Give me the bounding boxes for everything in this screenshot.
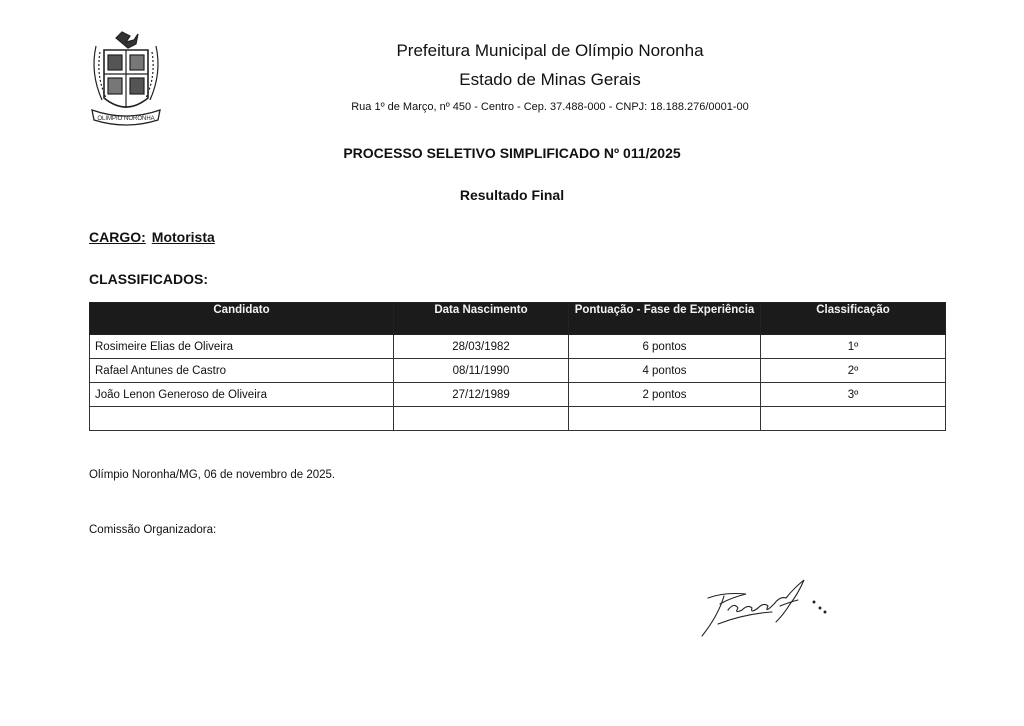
state-title: Estado de Minas Gerais <box>459 70 641 89</box>
cell-birthdate: 28/03/1982 <box>394 335 569 359</box>
cargo-value: Motorista <box>151 229 215 245</box>
col-header-rank: Classificação <box>761 303 946 335</box>
cargo-label: CARGO: <box>89 229 146 245</box>
svg-text:OLIMPIO NORONHA: OLIMPIO NORONHA <box>97 116 155 122</box>
cell-rank: 3º <box>761 383 946 407</box>
cell-rank: 1º <box>761 335 946 359</box>
cell-score: 4 pontos <box>569 359 761 383</box>
cell-rank <box>761 407 946 431</box>
cell-rank: 2º <box>761 359 946 383</box>
col-header-score: Pontuação - Fase de Experiência <box>569 303 761 335</box>
municipal-coat-of-arms <box>86 28 166 132</box>
cell-candidate: João Lenon Generoso de Oliveira <box>90 383 394 407</box>
municipality-title: Prefeitura Municipal de Olímpio Noronha <box>396 41 704 60</box>
cell-birthdate: 08/11/1990 <box>394 359 569 383</box>
table-header-row <box>90 303 946 335</box>
place-date: Olímpio Noronha/MG, 06 de novembro de 2025. <box>89 469 336 481</box>
table-row <box>90 335 946 359</box>
committee-label: Comissão Organizadora: <box>89 524 217 536</box>
cell-score <box>569 407 761 431</box>
cell-birthdate <box>394 407 569 431</box>
process-title: PROCESSO SELETIVO SIMPLIFICADO Nº 011/2025 <box>343 145 681 161</box>
address-line: Rua 1º de Março, nº 450 - Centro - Cep. 37.488-000 - CNPJ: 18.188.276/0001-00 <box>351 101 749 113</box>
cell-candidate: Rosimeire Elias de Oliveira <box>90 335 394 359</box>
table-row <box>90 359 946 383</box>
cell-score: 2 pontos <box>569 383 761 407</box>
result-title: Resultado Final <box>459 187 565 203</box>
letterhead <box>300 38 800 115</box>
cell-score: 6 pontos <box>569 335 761 359</box>
cell-candidate: Rafael Antunes de Castro <box>90 359 394 383</box>
results-table <box>89 302 946 431</box>
cargo-line <box>89 229 221 245</box>
table-row <box>90 383 946 407</box>
cell-candidate <box>90 407 394 431</box>
col-header-candidate: Candidato <box>90 303 394 335</box>
col-header-birthdate: Data Nascimento <box>394 303 569 335</box>
table-row-empty <box>90 407 946 431</box>
handwritten-signature <box>694 574 834 640</box>
section-heading: CLASSIFICADOS: <box>89 271 208 287</box>
cell-birthdate: 27/12/1989 <box>394 383 569 407</box>
